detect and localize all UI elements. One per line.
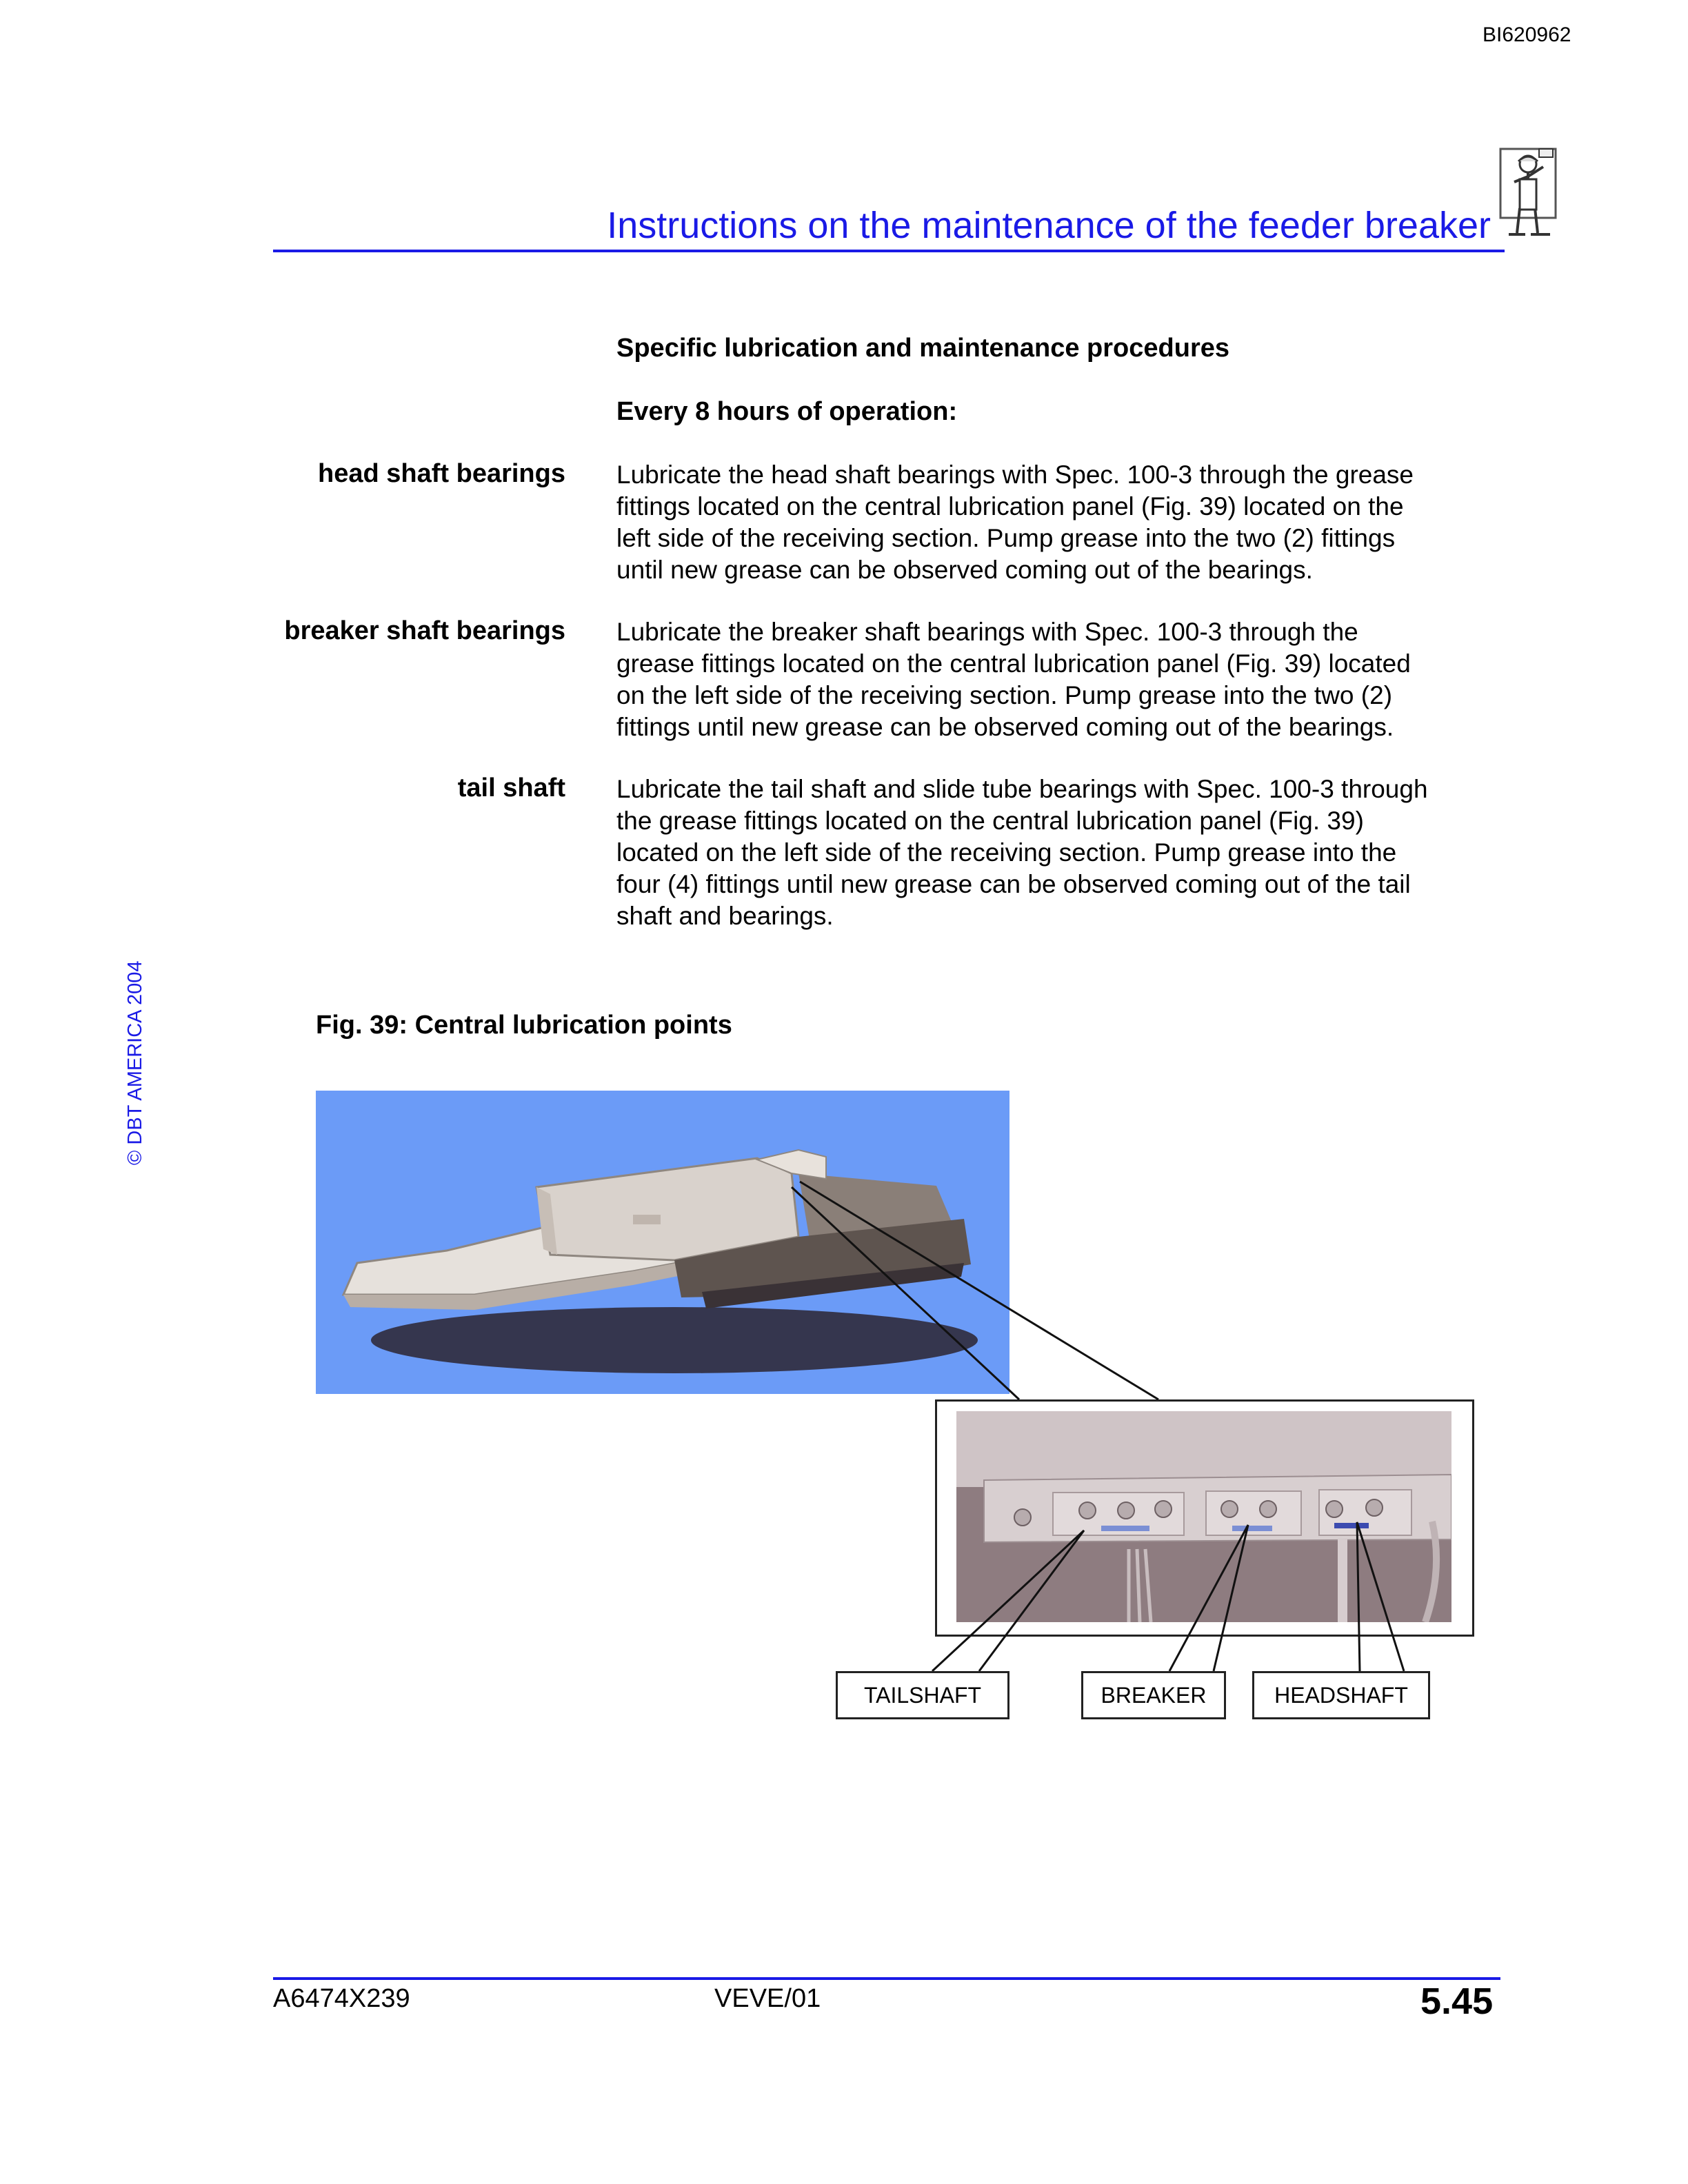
procedure-label-head-shaft: head shaft bearings	[318, 459, 565, 488]
text-line: left side of the receiving section. Pump grease into the two (2) fittings	[616, 524, 1396, 552]
procedure-label-tail-shaft: tail shaft	[457, 774, 565, 802]
title-bar	[273, 204, 1505, 252]
feeder-breaker-illustration	[316, 1091, 1009, 1394]
text-line: fittings until new grease can be observed coming out of the bearings.	[616, 713, 1394, 741]
text-line: Lubricate the head shaft bearings with Spec. 100-3 through the grease	[616, 461, 1414, 489]
lubrication-panel-photo	[956, 1411, 1451, 1622]
text-line: shaft and bearings.	[616, 902, 834, 930]
procedure-text-head-shaft	[616, 459, 1506, 586]
lubrication-panel-inset	[935, 1399, 1474, 1637]
document-id: BI620962	[1483, 23, 1571, 46]
interval-heading: Every 8 hours of operation:	[616, 397, 958, 426]
text-line: on the left side of the receiving section. Pump grease into the two (2)	[616, 681, 1393, 709]
procedure-text-breaker-shaft	[616, 616, 1506, 743]
text-line: Lubricate the breaker shaft bearings with Spec. 100-3 through the	[616, 618, 1358, 646]
text-line: fittings located on the central lubrication panel (Fig. 39) located on the	[616, 492, 1404, 520]
footer-rule	[273, 1977, 1500, 1980]
section-heading: Specific lubrication and maintenance procedures	[616, 334, 1230, 363]
text-line: located on the left side of the receiving section. Pump grease into the	[616, 838, 1397, 867]
footer-document-number: A6474X239	[273, 1984, 410, 2013]
copyright-notice: © DBT AMERICA 2004	[124, 960, 146, 1165]
procedure-label-breaker-shaft: breaker shaft bearings	[284, 616, 565, 645]
procedure-text-tail-shaft	[616, 774, 1506, 932]
breaker-label: BREAKER	[1081, 1671, 1226, 1719]
page-title: Instructions on the maintenance of the feeder breaker	[607, 205, 1491, 246]
maintenance-worker-icon	[1495, 146, 1560, 241]
feeder-breaker-photo	[316, 1091, 1009, 1394]
text-line: grease fittings located on the central lubrication panel (Fig. 39) located	[616, 649, 1411, 678]
footer-revision: VEVE/01	[714, 1984, 821, 2013]
headshaft-label: HEADSHAFT	[1252, 1671, 1430, 1719]
text-line: four (4) fittings until new grease can be observed coming out of the tail	[616, 870, 1411, 898]
text-line: the grease fittings located on the central lubrication panel (Fig. 39)	[616, 807, 1364, 835]
page-number: 5.45	[1420, 1981, 1494, 2022]
tailshaft-label: TAILSHAFT	[836, 1671, 1009, 1719]
text-line: until new grease can be observed coming out of the bearings.	[616, 556, 1313, 584]
figure-caption: Fig. 39: Central lubrication points	[316, 1011, 732, 1040]
text-line: Lubricate the tail shaft and slide tube bearings with Spec. 100-3 through	[616, 775, 1428, 803]
lubrication-panel-illustration	[956, 1411, 1451, 1622]
